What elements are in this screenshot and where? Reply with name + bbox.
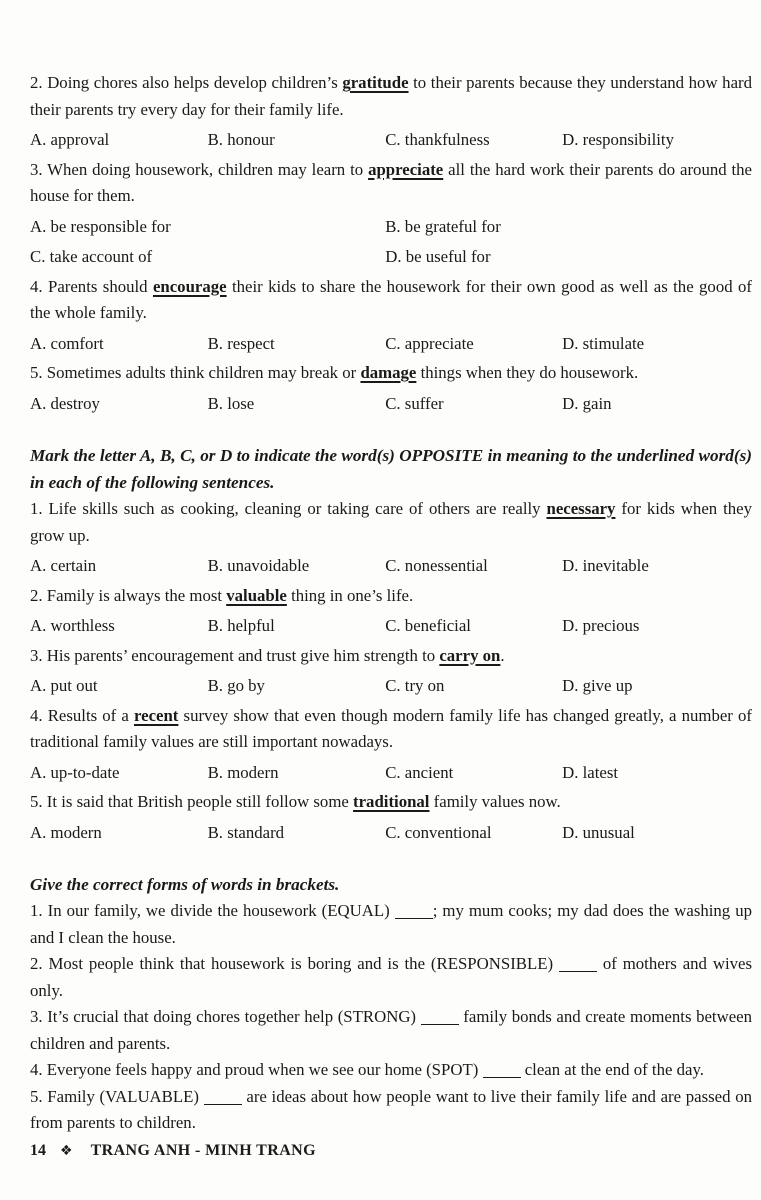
option-C: C. appreciate — [385, 333, 474, 353]
option-A: A. certain — [30, 556, 97, 575]
underlined-keyword: encourage — [152, 276, 227, 296]
option-C: C. ancient — [385, 762, 454, 782]
options-row — [30, 331, 752, 358]
option-B: B. respect — [207, 333, 275, 353]
question-stem — [30, 157, 752, 210]
stem-text: of mothers and wives only. — [30, 954, 752, 1000]
underlined-keyword: gratitude — [342, 73, 409, 92]
answer-blank — [559, 966, 597, 972]
option-D: D. precious — [562, 616, 640, 635]
underlined-keyword: carry on — [439, 645, 501, 665]
stem-text: 4. Parents should — [30, 276, 153, 296]
option-A: A. comfort — [30, 333, 104, 353]
stem-text: clean at the end of the day. — [520, 1060, 704, 1079]
option-D: D. gain — [562, 393, 612, 413]
stem-text: their kids to share the housework for their own good as well as the good of the whole family. — [30, 276, 752, 322]
stem-text: 5. Sometimes adults think children may break or — [30, 363, 361, 382]
option-A: A. modern — [30, 822, 102, 842]
stem-text: 2. Family is always the most — [30, 585, 227, 605]
answer-blank — [421, 1019, 459, 1025]
options-row — [30, 391, 752, 418]
stem-text: to their parents because they understand how hard their parents try every day for their family life. — [30, 73, 752, 119]
option-B: B. go by — [207, 676, 265, 695]
question-stem — [30, 70, 752, 123]
options-row — [30, 613, 752, 640]
option-B: B. honour — [207, 130, 275, 149]
stem-text: 2. Doing chores also helps develop children’s — [30, 73, 343, 92]
question-stem — [30, 1057, 752, 1084]
stem-text: 2. Most people think that housework is boring and is the (RESPONSIBLE) — [30, 954, 559, 973]
option-D: D. inevitable — [562, 556, 649, 575]
underlined-keyword: valuable — [226, 585, 287, 605]
question-stem — [30, 274, 752, 327]
answer-blank — [483, 1072, 521, 1078]
option-B: B. standard — [207, 822, 285, 842]
stem-text: 1. In our family, we divide the housework (EQUAL) — [30, 901, 395, 920]
option-B: B. modern — [207, 762, 279, 782]
option-D: D. latest — [562, 762, 619, 782]
question-stem — [30, 1004, 752, 1057]
question-stem — [30, 496, 752, 549]
option-B: B. lose — [207, 393, 255, 413]
option-D: D. unusual — [562, 822, 635, 842]
option-B: B. be grateful for — [385, 216, 501, 236]
option-A: A. worthless — [30, 616, 115, 635]
option-C: C. beneficial — [385, 616, 471, 635]
stem-text: family bonds and create moments between children and parents. — [30, 1007, 752, 1053]
question-stem — [30, 360, 752, 387]
stem-text: 3. It’s crucial that doing chores together help (STRONG) — [30, 1007, 421, 1026]
four-diamond-icon: ❖ — [60, 1143, 73, 1159]
underlined-keyword: damage — [360, 363, 417, 382]
option-D: D. be useful for — [385, 247, 491, 266]
options-row — [30, 244, 752, 271]
page-content — [30, 70, 752, 1137]
question-stem — [30, 789, 752, 816]
stem-text: family values now. — [429, 792, 561, 811]
option-C: C. take account of — [30, 247, 153, 266]
option-A: A. approval — [30, 130, 110, 149]
options-row — [30, 760, 752, 787]
option-A: A. destroy — [30, 393, 100, 413]
underlined-keyword: recent — [133, 705, 179, 725]
book-title: TRANG ANH - MINH TRANG — [90, 1142, 316, 1159]
stem-text: 1. Life skills such as cooking, cleaning or taking care of others are really — [30, 499, 547, 518]
stem-text: all the hard work their parents do around the house for them. — [30, 159, 753, 205]
answer-blank — [395, 913, 433, 919]
option-D: D. give up — [562, 676, 633, 695]
stem-text: . — [500, 645, 505, 665]
options-row — [30, 553, 752, 580]
option-C: C. thankfulness — [385, 130, 490, 149]
option-D: D. stimulate — [562, 333, 645, 353]
stem-text: 5. Family (VALUABLE) — [30, 1086, 204, 1106]
options-row — [30, 820, 752, 847]
stem-text: things when they do housework. — [416, 363, 639, 382]
section-instruction: Mark the letter A, B, C, or D to indicate the word(s) OPPOSITE in meaning to the underlined word(s) in each of the following sentences. — [30, 446, 752, 492]
option-A: A. put out — [30, 676, 98, 695]
stem-text: 4. Results of a — [30, 705, 134, 725]
stem-text: survey show that even though modern family life has changed greatly, a number of traditional family values are still important nowadays. — [30, 705, 753, 751]
question-stem — [30, 898, 752, 951]
question-stem — [30, 1084, 752, 1137]
options-row — [30, 127, 752, 154]
section-instruction: Give the correct forms of words in brackets. — [30, 875, 340, 894]
option-B: B. helpful — [207, 616, 275, 635]
option-D: D. responsibility — [562, 130, 674, 149]
option-C: C. conventional — [385, 822, 492, 842]
page-footer — [30, 1142, 316, 1160]
stem-text: 3. When doing housework, children may learn to — [30, 159, 369, 179]
stem-text: ; my mum cooks; my dad does the washing up and I clean the house. — [30, 901, 752, 947]
option-B: B. unavoidable — [207, 556, 310, 575]
option-C: C. nonessential — [385, 556, 488, 575]
question-stem — [30, 583, 752, 610]
underlined-keyword: appreciate — [368, 159, 444, 179]
option-A: A. be responsible for — [30, 216, 171, 236]
option-C: C. suffer — [385, 393, 444, 413]
options-row — [30, 673, 752, 700]
question-stem — [30, 703, 752, 756]
stem-text: for kids when they grow up. — [30, 499, 752, 545]
options-row — [30, 214, 752, 241]
option-C: C. try on — [385, 676, 445, 695]
stem-text: are ideas about how people want to live their family life and are passed on from parents to children. — [30, 1086, 752, 1132]
page-number: 14 — [30, 1142, 46, 1159]
answer-blank — [204, 1099, 242, 1105]
stem-text: 4. Everyone feels happy and proud when we see our home (SPOT) — [30, 1060, 483, 1079]
question-stem — [30, 643, 752, 670]
option-A: A. up-to-date — [30, 762, 120, 782]
underlined-keyword: traditional — [353, 792, 430, 811]
question-stem — [30, 951, 752, 1004]
stem-text: thing in one’s life. — [286, 585, 414, 605]
underlined-keyword: necessary — [546, 499, 616, 518]
stem-text: 5. It is said that British people still follow some — [30, 792, 354, 811]
stem-text: 3. His parents’ encouragement and trust give him strength to — [30, 645, 440, 665]
